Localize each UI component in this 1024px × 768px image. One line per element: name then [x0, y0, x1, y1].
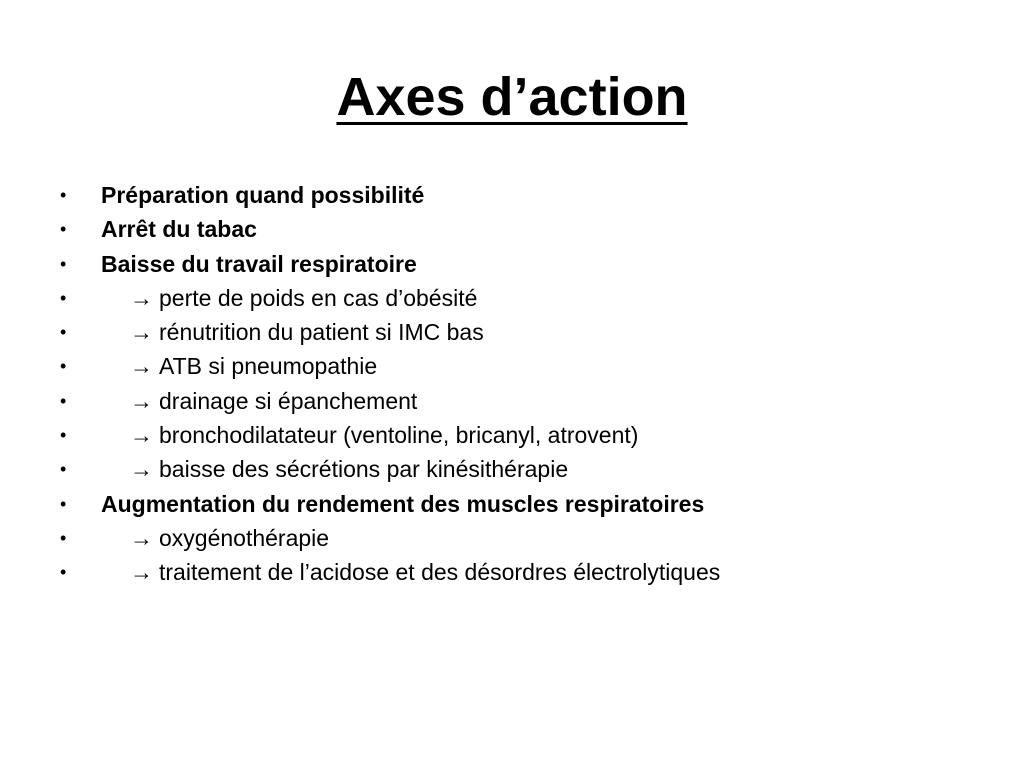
arrow-right-icon: →	[130, 456, 153, 483]
sub-item-label: drainage si épanchement	[159, 387, 418, 414]
list-item-text: Baisse du travail respiratoire	[101, 250, 417, 277]
list-item	[60, 247, 1000, 281]
bullet-icon: •	[60, 562, 67, 583]
list-item-text: Arrêt du tabac	[101, 216, 257, 243]
list-item	[60, 212, 1000, 246]
list-item	[60, 384, 1000, 418]
list-item	[60, 487, 1000, 521]
bullet-icon: •	[60, 390, 67, 411]
list-item-text	[130, 315, 484, 349]
bullet-icon: •	[60, 253, 67, 274]
bullet-list	[60, 178, 1000, 590]
slide-title	[0, 62, 1024, 132]
sub-item-label: baisse des sécrétions par kinésithérapie	[159, 456, 569, 483]
bullet-icon: •	[60, 459, 67, 480]
bullet-icon: •	[60, 425, 67, 446]
list-item-text	[130, 521, 329, 555]
bullet-icon: •	[60, 322, 67, 343]
list-item	[60, 281, 1000, 315]
list-item	[60, 521, 1000, 555]
arrow-right-icon: →	[130, 353, 153, 380]
list-item-text	[130, 452, 568, 486]
list-item	[60, 349, 1000, 383]
list-item-text	[130, 418, 638, 452]
sub-item-label: perte de poids en cas d’obésité	[159, 284, 478, 311]
list-item	[60, 555, 1000, 589]
sub-item-label: rénutrition du patient si IMC bas	[159, 319, 484, 346]
bullet-icon: •	[60, 356, 67, 377]
sub-item-label: traitement de l’acidose et des désordres électrolytiques	[159, 559, 721, 586]
bullet-icon: •	[60, 219, 67, 240]
list-item	[60, 418, 1000, 452]
list-item-text: Préparation quand possibilité	[101, 182, 425, 208]
list-item	[60, 178, 1000, 212]
arrow-right-icon: →	[130, 559, 153, 586]
list-item-text: Augmentation du rendement des muscles respiratoires	[101, 490, 705, 517]
list-item	[60, 315, 1000, 349]
bullet-icon: •	[60, 493, 67, 514]
arrow-right-icon: →	[130, 524, 153, 551]
arrow-right-icon: →	[130, 387, 153, 414]
arrow-right-icon: →	[130, 319, 153, 346]
bullet-icon: •	[60, 185, 67, 205]
sub-item-label: ATB si pneumopathie	[159, 353, 378, 380]
list-item-text	[130, 349, 377, 383]
list-item-text	[130, 281, 477, 315]
slide-title-text: Axes d’action	[336, 67, 688, 127]
list-item-text	[130, 384, 417, 418]
sub-item-label: oxygénothérapie	[159, 524, 330, 551]
sub-item-label: bronchodilatateur (ventoline, bricanyl, atrovent)	[159, 422, 639, 449]
bullet-icon: •	[60, 287, 67, 308]
list-item	[60, 452, 1000, 486]
arrow-right-icon: →	[130, 422, 153, 449]
arrow-right-icon: →	[130, 284, 153, 311]
bullet-icon: •	[60, 527, 67, 548]
list-item-text	[130, 555, 720, 589]
